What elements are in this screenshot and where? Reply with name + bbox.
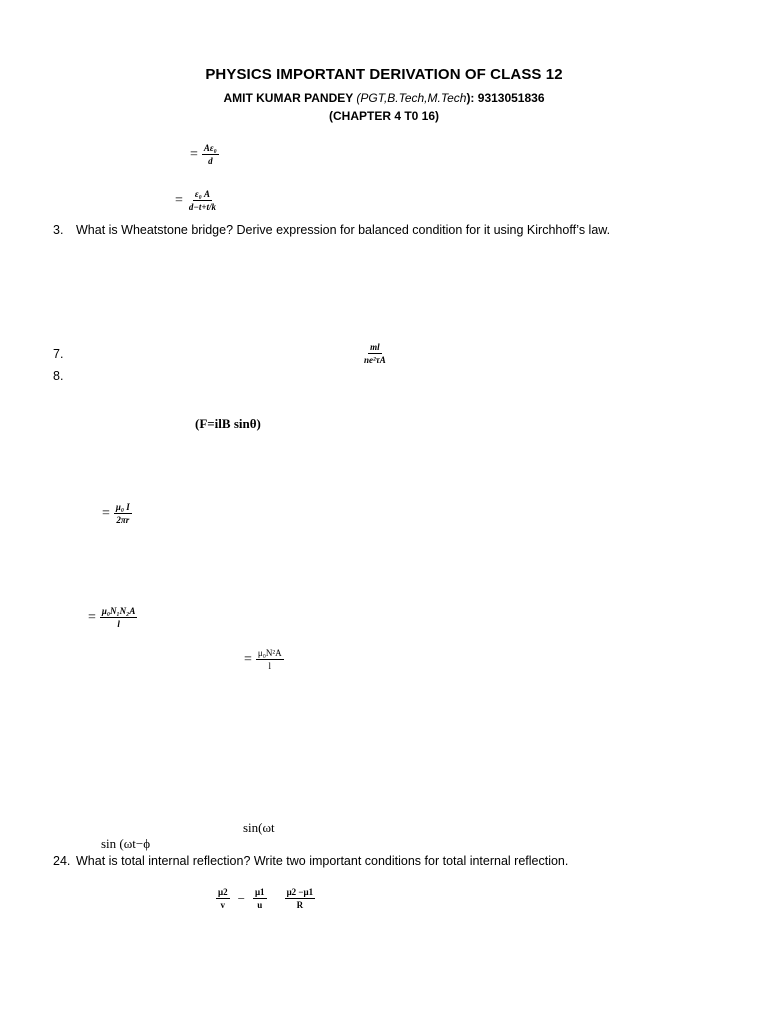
dielectric-slab-capacitance-equation: [175, 189, 218, 212]
numerator: μ2: [218, 887, 228, 897]
question-8-number: 8.: [53, 369, 64, 383]
minus-sign: −: [237, 890, 245, 906]
denominator: l: [268, 661, 271, 671]
resistivity-equation: [362, 342, 388, 365]
sine-phase-term: sin (ωt−ϕ: [101, 836, 151, 851]
fraction: [256, 648, 284, 671]
denominator: ne²τA: [364, 355, 386, 365]
fraction: [216, 887, 230, 910]
equals-sign: =: [190, 146, 198, 162]
numerator: μ₀ I: [115, 502, 130, 512]
force-formula: (F=ilB sinθ): [195, 416, 261, 431]
numerator: μ₀N²A: [257, 648, 282, 658]
question-number: 3.: [53, 223, 64, 237]
numerator: ε₀ A: [194, 189, 210, 199]
equals-sign: =: [175, 192, 183, 208]
question-text: What is Wheatstone bridge? Derive expression for balanced condition for it using Kirchhoff’s law.: [76, 223, 611, 237]
equals-sign: =: [102, 505, 110, 521]
sine-term: sin(ωt: [243, 820, 275, 835]
denominator: d: [208, 156, 213, 166]
capacitance-equation: [190, 143, 219, 166]
author-name: AMIT KUMAR PANDEY: [223, 91, 357, 105]
denominator: R: [296, 900, 304, 910]
author-phone: ): 9313051836: [466, 91, 545, 105]
refraction-equation: [216, 887, 315, 910]
fraction: [100, 606, 137, 629]
fraction: [285, 887, 316, 910]
numerator: μ1: [254, 887, 265, 897]
equals-sign: =: [88, 609, 96, 625]
denominator: u: [257, 900, 263, 910]
mutual-inductance-equation: [88, 606, 137, 629]
fraction: [362, 342, 388, 365]
author-qualifications: (PGT,B.Tech,M.Tech: [356, 91, 467, 105]
fraction: [114, 502, 132, 525]
denominator: 2πr: [116, 515, 130, 525]
author-line: [0, 91, 768, 105]
self-inductance-equation: [244, 648, 284, 671]
magnetic-field-wire-equation: [102, 502, 132, 525]
fraction: [187, 189, 218, 212]
equals-sign: =: [244, 651, 252, 667]
denominator: l: [117, 619, 120, 629]
numerator: ml: [370, 342, 380, 352]
question-7-number: 7.: [53, 347, 64, 361]
document-title: PHYSICS IMPORTANT DERIVATION OF CLASS 12: [205, 66, 563, 83]
question-3: [53, 223, 611, 237]
chapter-range: (CHAPTER 4 T0 16): [328, 109, 440, 123]
fraction: [202, 143, 219, 166]
denominator: v: [220, 900, 226, 910]
question-24: [53, 854, 569, 868]
numerator: μ₀N₁N₂A: [101, 606, 136, 616]
fraction: [253, 887, 267, 910]
question-text: What is total internal reflection? Write two important conditions for total internal reflection.: [76, 854, 569, 868]
numerator: μ2 −μ1: [286, 887, 314, 897]
numerator: Aε₀: [203, 143, 217, 153]
question-number: 24.: [53, 854, 71, 868]
denominator: d−t+t/k: [188, 202, 216, 212]
